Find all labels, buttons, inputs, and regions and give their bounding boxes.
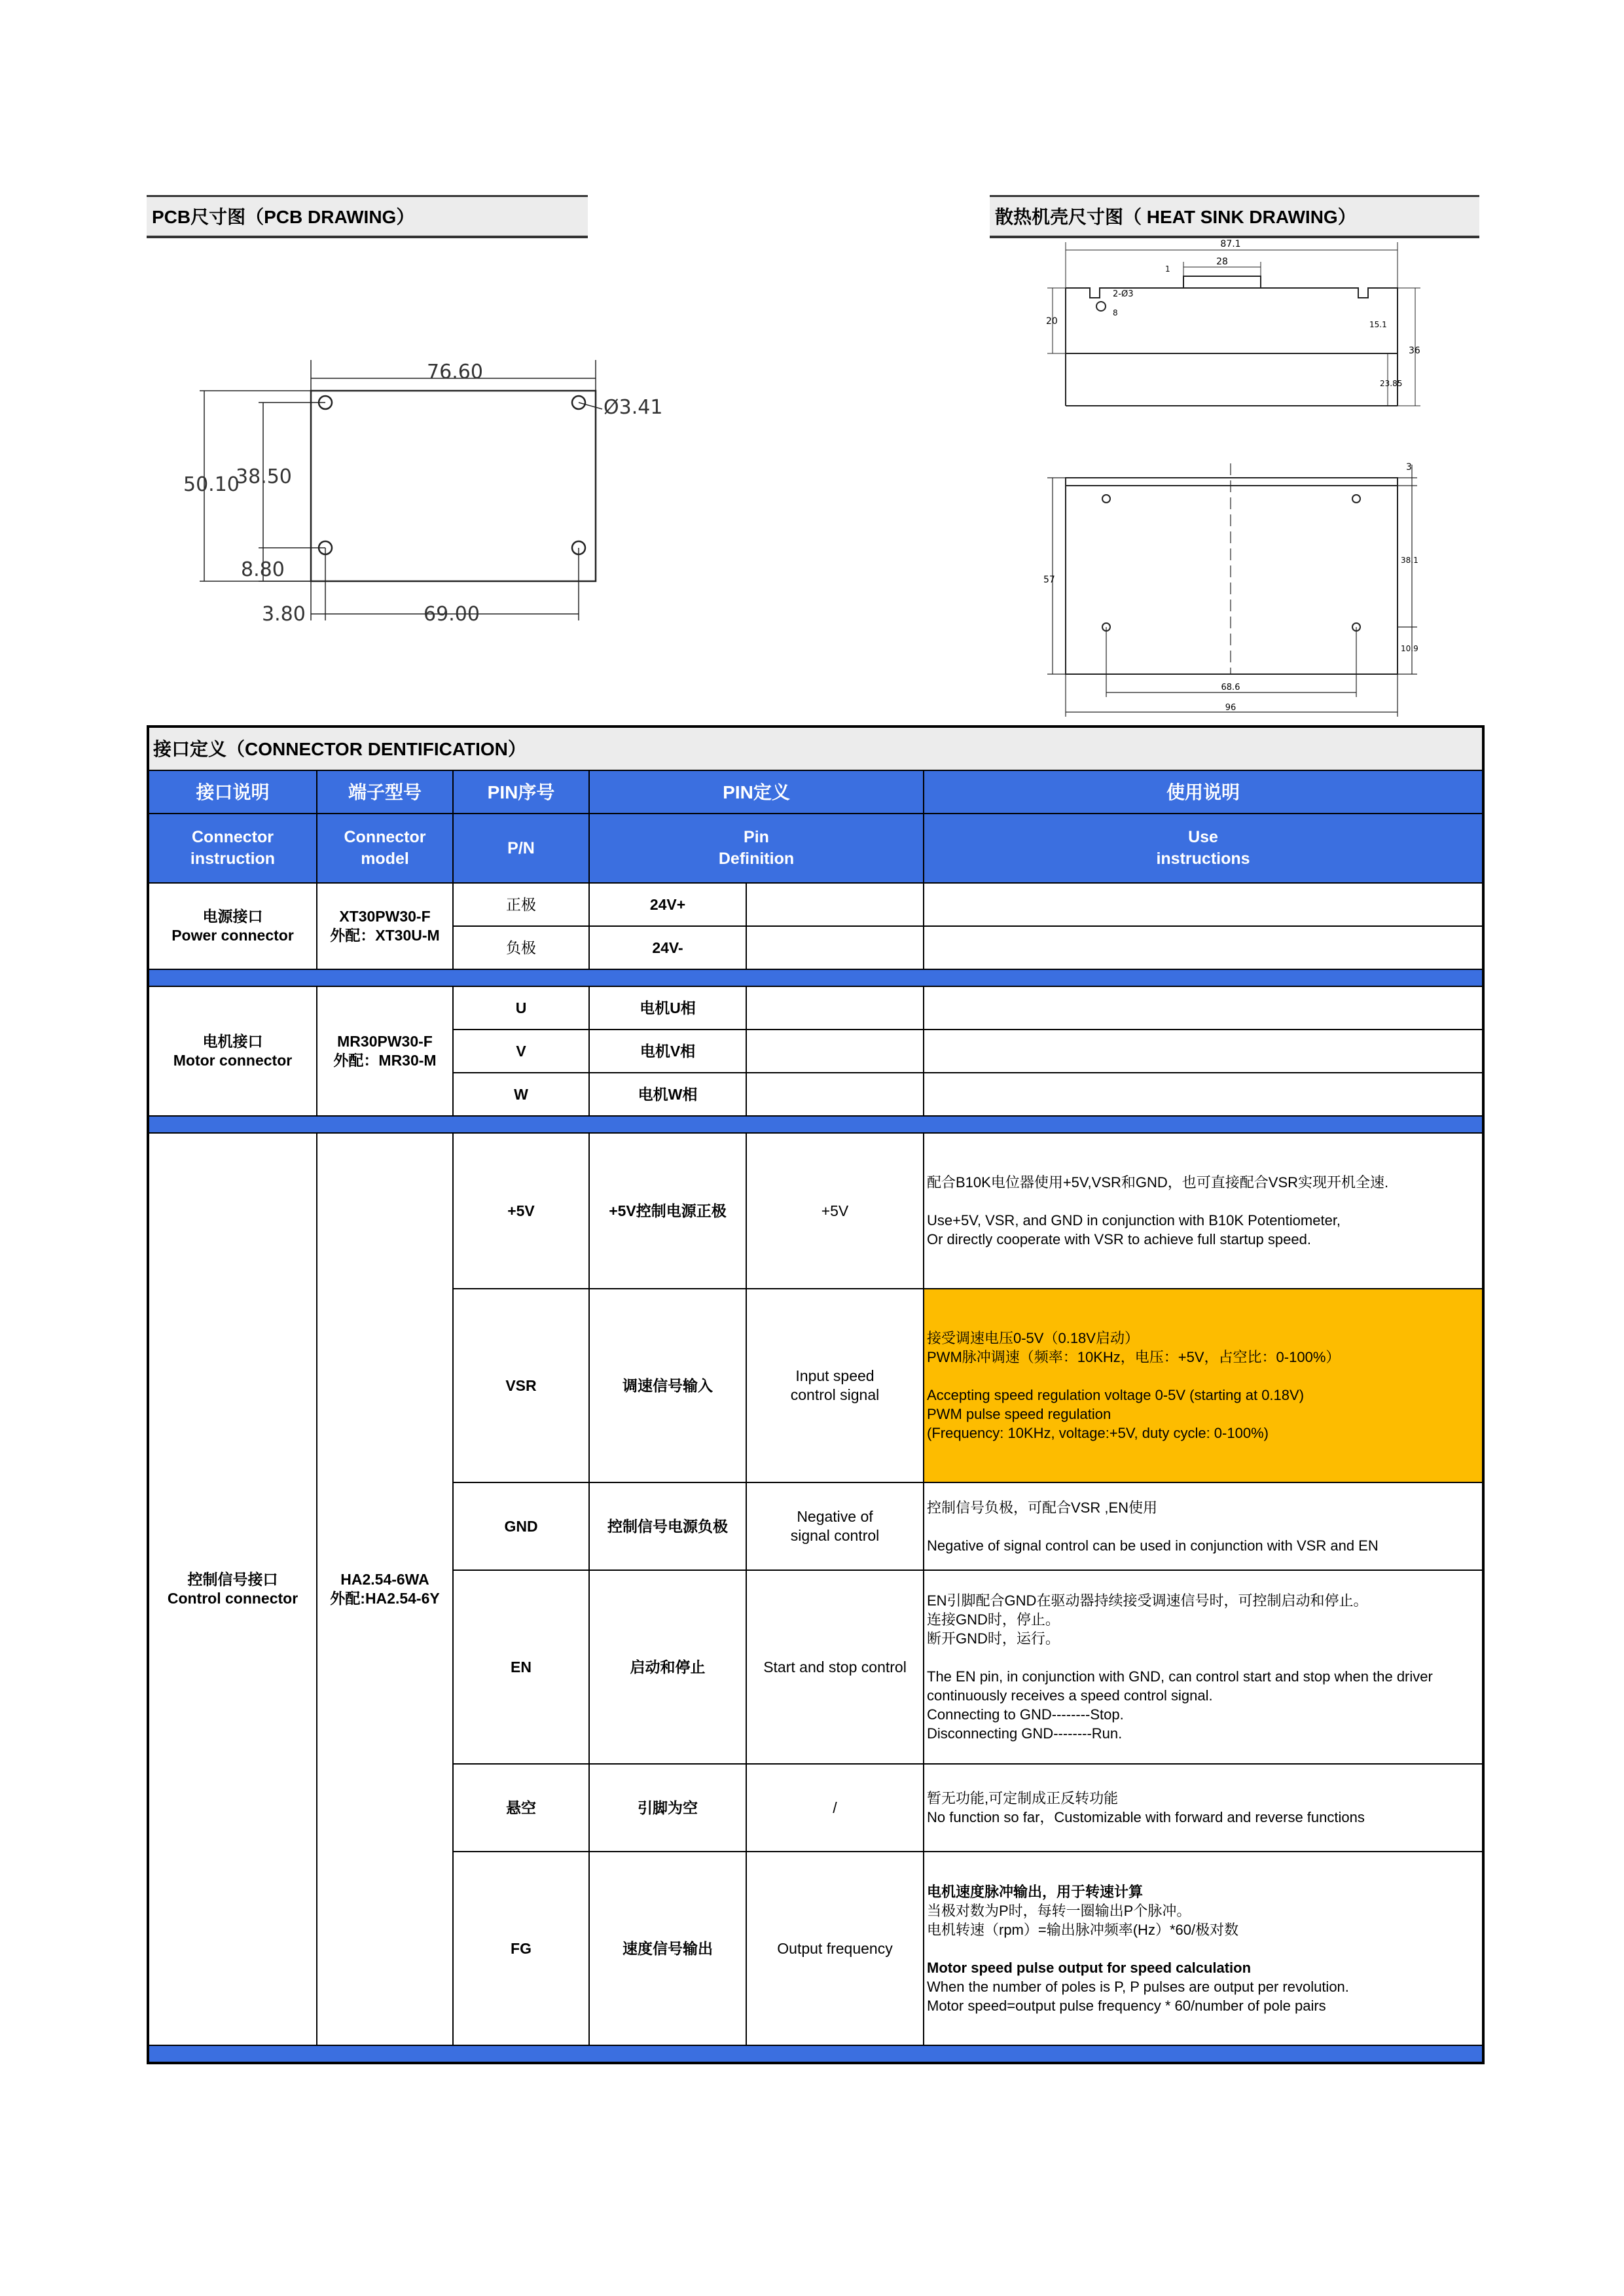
hs-dim-w-total: 87.1 xyxy=(1220,239,1241,249)
control-pin-en: +5V xyxy=(746,1133,924,1289)
hs-dim-d1: 1 xyxy=(1165,264,1170,274)
control-pin-pn: 悬空 xyxy=(453,1764,589,1852)
control-pin-pn: EN xyxy=(453,1570,589,1764)
power-pin-usage xyxy=(924,926,1483,969)
header-en-usage: Use instructions xyxy=(924,814,1483,883)
motor-pin-def: 电机U相 xyxy=(589,986,746,1030)
control-pin-def: 启动和停止 xyxy=(589,1570,746,1764)
fg-usage-cn: 当极对数为P时，每转一圈输出P个脉冲。 电机转速（rpm）=输出脉冲频率(Hz）*60/极对数 xyxy=(927,1902,1239,1938)
control-pin-def: 调速信号输入 xyxy=(589,1289,746,1482)
pcb-dim-width: 76.60 xyxy=(427,361,483,384)
motor-pin-usage xyxy=(924,1073,1483,1116)
control-pin-usage: 配合B10K电位器使用+5V,VSR和GND，也可直接配合VSR实现开机全速. Use+5V, VSR, and GND in conjunction with B10K Potentiometer, Or directly cooperate with VSR to achieve full startup speed. xyxy=(924,1133,1483,1289)
power-pin-pn: 负极 xyxy=(453,926,589,969)
hs-dim-hole: 2-Ø3 xyxy=(1113,289,1134,299)
power-pin-def: 24V- xyxy=(589,926,746,969)
header-en-pin: P/N xyxy=(453,814,589,883)
motor-pin-pn: V xyxy=(453,1030,589,1073)
header-cn-model: 端子型号 xyxy=(317,770,453,814)
control-pin-pn: FG xyxy=(453,1852,589,2045)
motor-pin-en xyxy=(746,1030,924,1073)
control-pin-usage: 控制信号负极，可配合VSR ,EN使用 Negative of signal control can be used in conjunction with VSR and EN xyxy=(924,1482,1483,1570)
power-pin-usage xyxy=(924,883,1483,926)
motor-pin-usage xyxy=(924,986,1483,1030)
control-pin-en: Input speed control signal xyxy=(746,1289,924,1482)
power-connector-name: 电源接口 Power connector xyxy=(148,883,317,969)
power-pin-pn: 正极 xyxy=(453,883,589,926)
control-pin-usage-fg xyxy=(924,1852,1483,2045)
header-cn-pin-def: PIN定义 xyxy=(589,770,924,814)
motor-pin-pn: U xyxy=(453,986,589,1030)
pcb-dim-hole-offset-x: 3.80 xyxy=(262,603,306,626)
pcb-dim-height: 50.10 xyxy=(183,473,240,496)
motor-pin-def: 电机V相 xyxy=(589,1030,746,1073)
header-en-model: Connector model xyxy=(317,814,453,883)
fg-usage-cn-bold: 电机速度脉冲输出，用于转速计算 xyxy=(927,1883,1144,1900)
control-pin-def: 引脚为空 xyxy=(589,1764,746,1852)
hs-dim-d20: 20 xyxy=(1046,316,1058,327)
control-pin-en: / xyxy=(746,1764,924,1852)
control-pin-usage-highlight: 接受调速电压0-5V（0.18V启动） PWM脉冲调速（频率：10KHz，电压：+5V，占空比：0-100%） Accepting speed regulation voltage 0-5V (starting at 0.18V) PWM pulse speed regulation (Frequency: 10KHz, voltage:+5V, duty cycle: 0-100%) xyxy=(924,1289,1483,1482)
heat-sink-bottom-view xyxy=(1034,452,1427,720)
control-pin-usage: 暂无功能,可定制成正反转功能 No function so far，Customizable with forward and reverse functions xyxy=(924,1764,1483,1852)
hs-dim-h-body: 23.85 xyxy=(1380,379,1403,388)
heat-sink-drawing-title: 散热机壳尺寸图（ HEAT SINK DRAWING） xyxy=(990,195,1479,238)
hs-dim-h-base: 96 xyxy=(1225,703,1236,713)
control-pin-def: 控制信号电源负极 xyxy=(589,1482,746,1570)
motor-pin-pn: W xyxy=(453,1073,589,1116)
motor-connector-model: MR30PW30-F 外配：MR30-M xyxy=(317,986,453,1116)
hs-dim-slot: 28 xyxy=(1216,257,1228,267)
hs-dim-v-total: 57 xyxy=(1043,575,1055,585)
hs-dim-d15: 15.1 xyxy=(1369,320,1387,329)
pcb-dim-hole-h: 69.00 xyxy=(424,603,480,626)
control-pin-def: +5V控制电源正极 xyxy=(589,1133,746,1289)
motor-pin-en xyxy=(746,1073,924,1116)
hs-dim-d3: 3 xyxy=(1406,462,1412,473)
motor-pin-en xyxy=(746,986,924,1030)
control-pin-pn: +5V xyxy=(453,1133,589,1289)
pcb-drawing xyxy=(170,353,707,641)
header-cn-pin: PIN序号 xyxy=(453,770,589,814)
motor-pin-usage xyxy=(924,1030,1483,1073)
control-pin-def: 速度信号输出 xyxy=(589,1852,746,2045)
hs-dim-h-total: 36 xyxy=(1409,346,1420,356)
motor-pin-def: 电机W相 xyxy=(589,1073,746,1116)
hs-dim-d8: 8 xyxy=(1113,308,1118,317)
heat-sink-side-view xyxy=(1034,236,1427,412)
pcb-dim-hole-dia: Ø3.41 xyxy=(604,396,663,419)
power-connector-model: XT30PW30-F 外配：XT30U-M xyxy=(317,883,453,969)
hs-dim-h-holes: 68.6 xyxy=(1221,683,1240,692)
header-cn-connector: 接口说明 xyxy=(148,770,317,814)
control-pin-en: Start and stop control xyxy=(746,1570,924,1764)
control-pin-en: Negative of signal control xyxy=(746,1482,924,1570)
control-connector-name: 控制信号接口 Control connector xyxy=(148,1133,317,2045)
power-pin-def: 24V+ xyxy=(589,883,746,926)
control-pin-usage: EN引脚配合GND在驱动器持续接受调速信号时，可控制启动和停止。 连接GND时，停止。 断开GND时，运行。 The EN pin, in conjunction with GND, can control start and stop when the driver continuously receives a speed control signal. Connecting to GND--------Stop. Disconnecting GND--------Run. xyxy=(924,1570,1483,1764)
power-pin-en xyxy=(746,883,924,926)
connector-table-title: 接口定义（CONNECTOR DENTIFICATION） xyxy=(148,726,1483,770)
control-pin-pn: VSR xyxy=(453,1289,589,1482)
header-cn-usage: 使用说明 xyxy=(924,770,1483,814)
power-pin-en xyxy=(746,926,924,969)
motor-connector-name: 电机接口 Motor connector xyxy=(148,986,317,1116)
fg-usage-en: When the number of poles is P, P pulses are output per revolution. Motor speed=output pulse frequency * 60/number of pole pairs xyxy=(927,1978,1349,2014)
control-pin-en: Output frequency xyxy=(746,1852,924,2045)
connector-table xyxy=(147,725,1485,2064)
pcb-dim-hole-v: 38.50 xyxy=(236,465,292,488)
pcb-dim-hole-offset-y: 8.80 xyxy=(241,558,285,581)
fg-usage-en-bold: Motor speed pulse output for speed calculation xyxy=(927,1959,1252,1976)
hs-dim-v-off: 10.9 xyxy=(1401,644,1418,653)
hs-dim-v-holes: 38.1 xyxy=(1401,556,1418,565)
control-connector-model: HA2.54-6WA 外配:HA2.54-6Y xyxy=(317,1133,453,2045)
pcb-drawing-title: PCB尺寸图（PCB DRAWING） xyxy=(147,195,588,238)
header-en-connector: Connector instruction xyxy=(148,814,317,883)
header-en-pin-def: Pin Definition xyxy=(589,814,924,883)
control-pin-pn: GND xyxy=(453,1482,589,1570)
